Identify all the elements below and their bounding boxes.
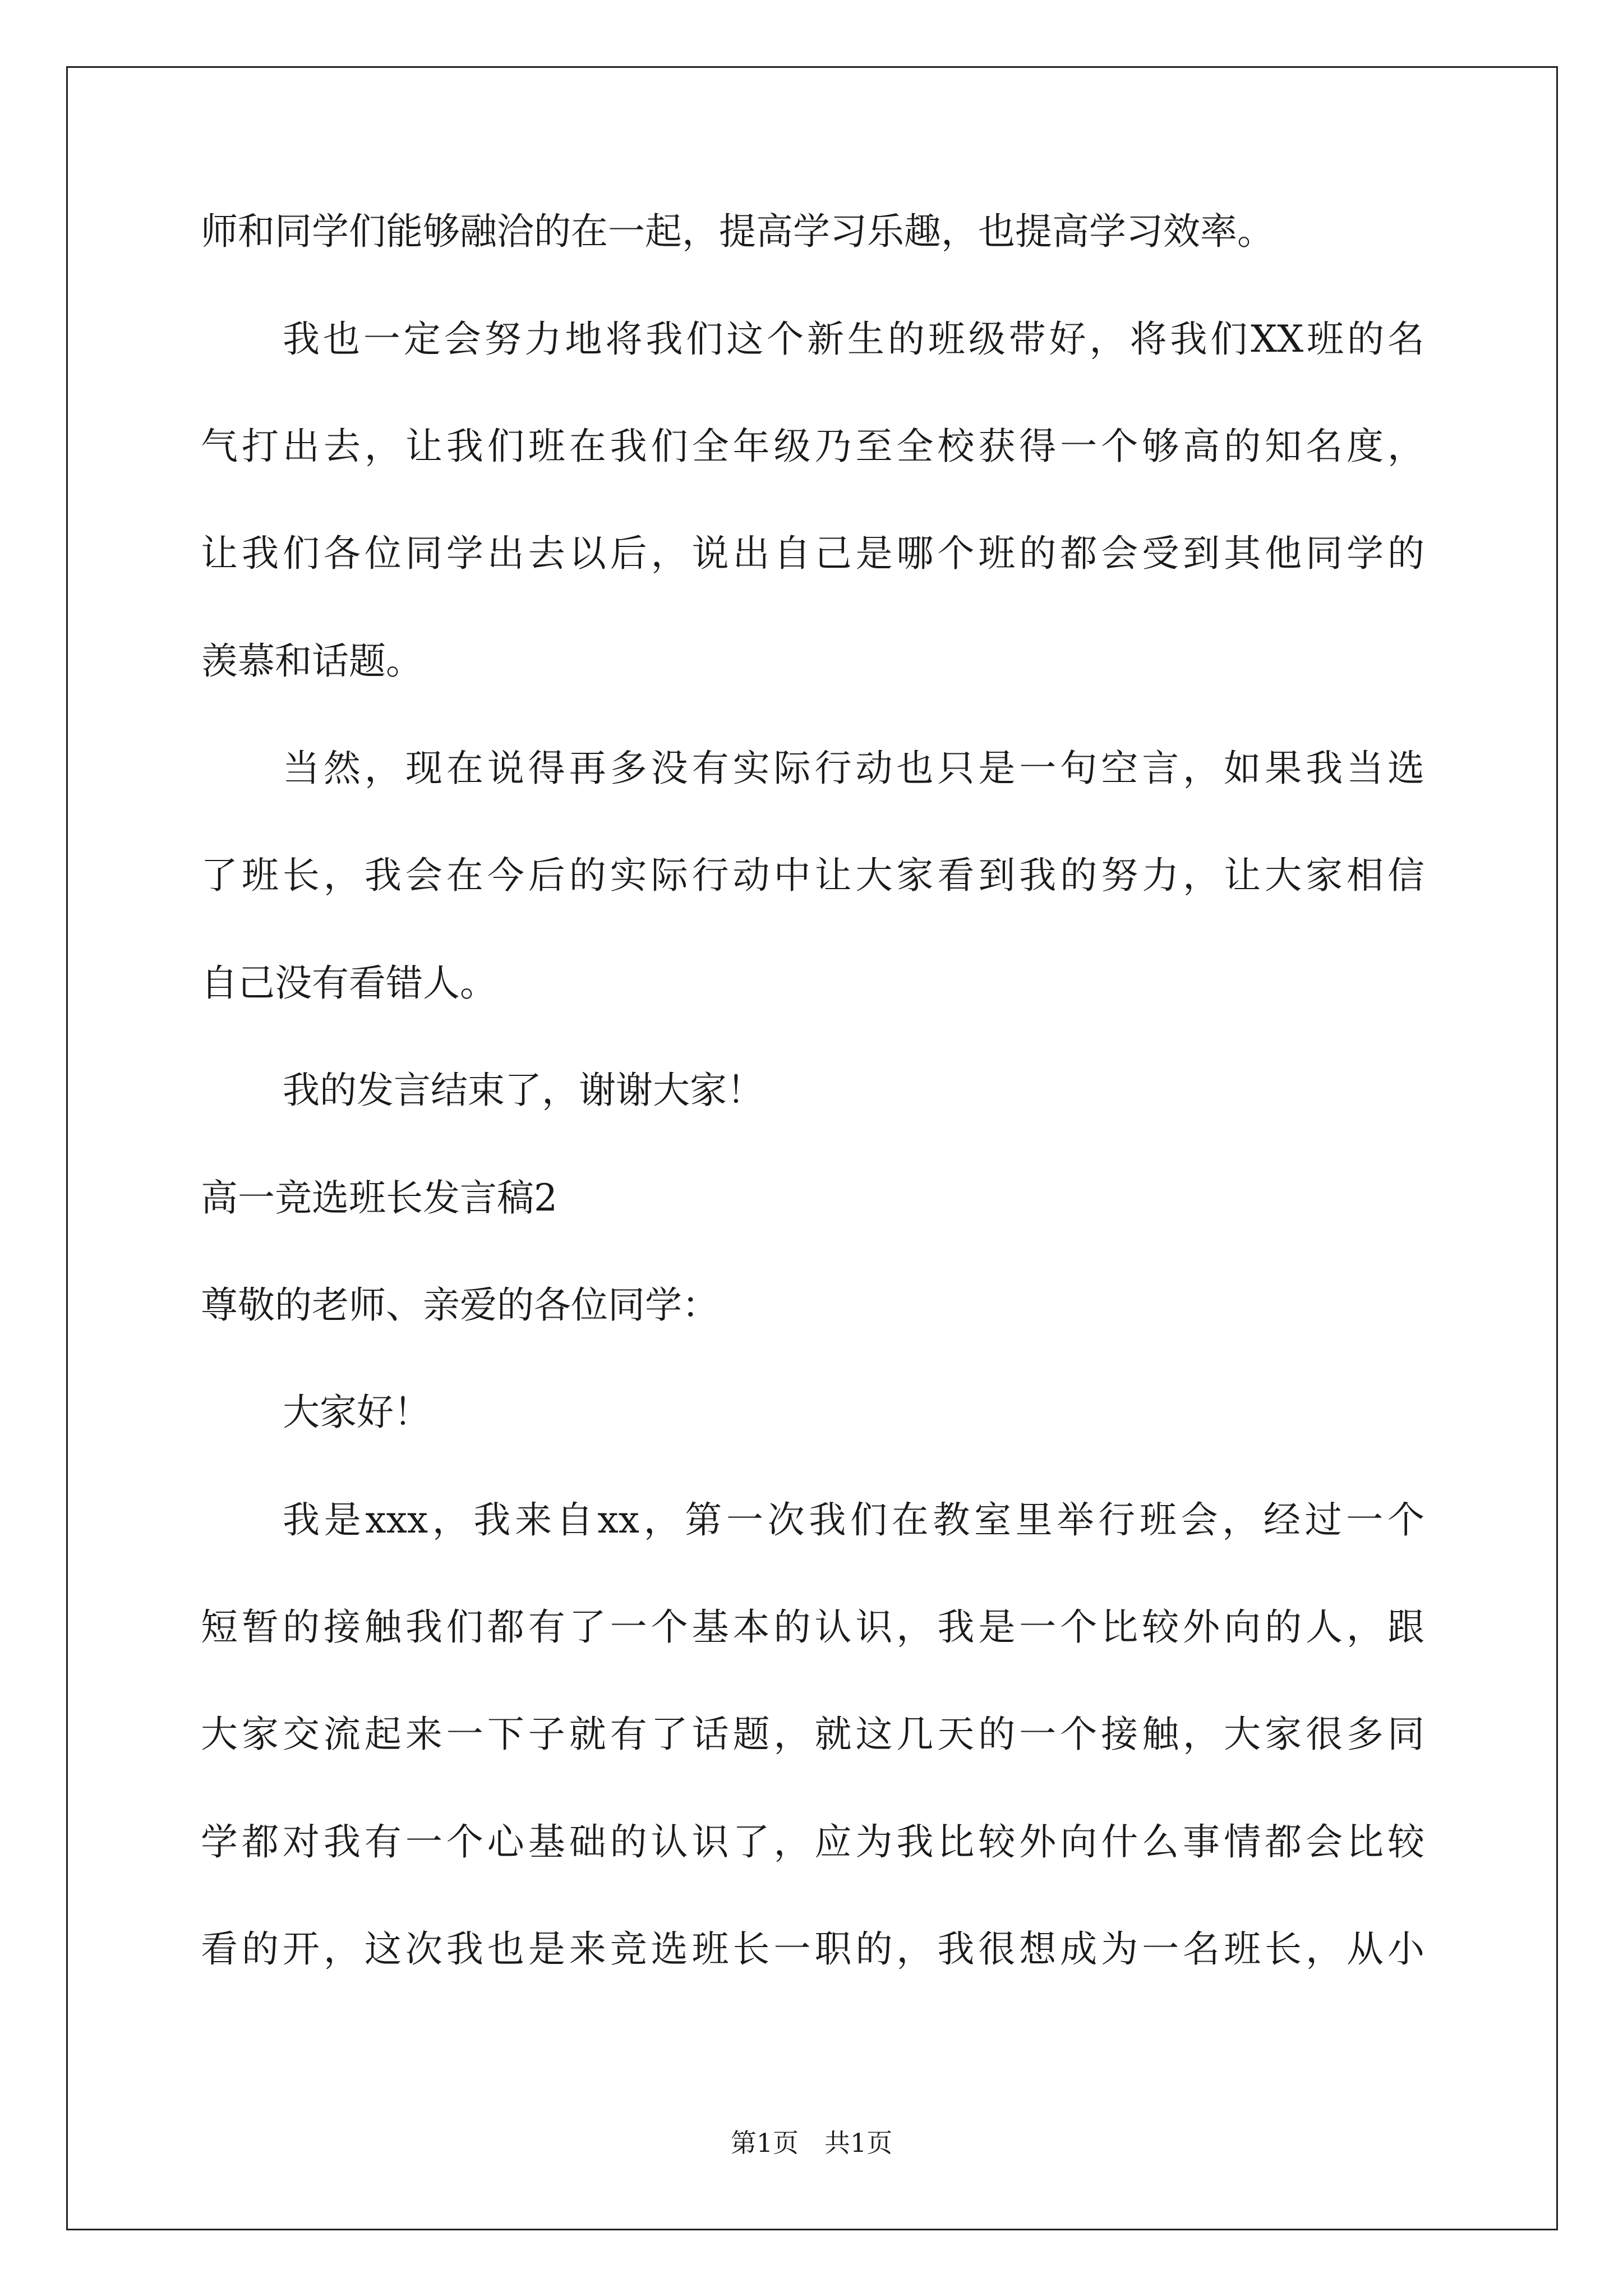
text-line-3: 气打出去，让我们班在我们全年级乃至全校获得一个够高的知名度， [201,425,1424,468]
text-line-9: 我的发言结束了，谢谢大家！ [283,1069,764,1112]
page-footer: 第1页 共1页 [730,2128,893,2158]
text-line-5: 羡慕和话题。 [201,639,423,683]
page-border [66,66,1558,2230]
text-line-4: 让我们各位同学出去以后，说出自己是哪个班的都会受到其他同学的 [201,532,1424,575]
text-line-6: 当然，现在说得再多没有实际行动也只是一句空言，如果我当选 [283,747,1424,790]
section-heading: 高一竞选班长发言稿2 [201,1176,557,1220]
text-line-7: 了班长，我会在今后的实际行动中让大家看到我的努力，让大家相信 [201,854,1424,897]
text-line-17: 看的开，这次我也是来竞选班长一职的，我很想成为一名班长，从小 [201,1927,1424,1971]
text-line-1: 师和同学们能够融洽的在一起，提高学习乐趣，也提高学习效率。 [201,210,1274,253]
text-line-15: 大家交流起来一下子就有了话题，就这几天的一个接触，大家很多同 [201,1713,1424,1756]
salutation: 尊敬的老师、亲爱的各位同学： [201,1283,719,1327]
text-line-2: 我也一定会努力地将我们这个新生的班级带好，将我们XX班的名 [283,318,1424,361]
greeting: 大家好！ [283,1391,431,1434]
text-line-8: 自己没有看错人。 [201,961,497,1005]
text-line-13: 我是xxx，我来自xx，第一次我们在教室里举行班会，经过一个 [283,1498,1424,1542]
text-line-16: 学都对我有一个心基础的认识了，应为我比较外向什么事情都会比较 [201,1820,1424,1864]
text-line-14: 短暂的接触我们都有了一个基本的认识，我是一个比较外向的人，跟 [201,1605,1424,1649]
